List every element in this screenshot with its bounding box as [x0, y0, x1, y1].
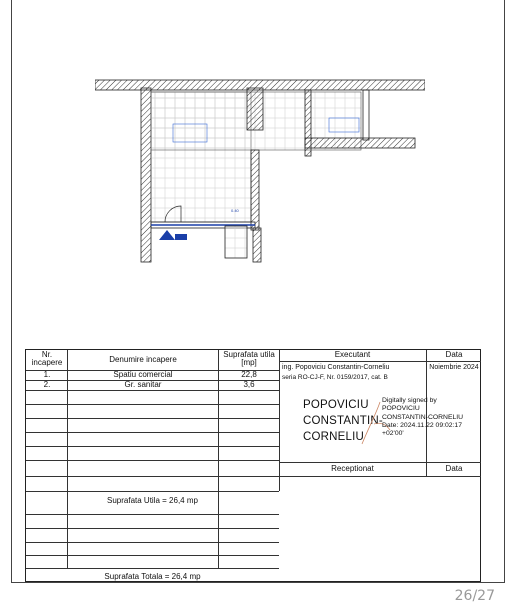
suprafata-totala: Suprafata Totala = 26,4 mp — [104, 572, 201, 581]
data-header: Data — [445, 350, 463, 359]
receptionat-label: Receptionat — [331, 464, 374, 473]
surface-table — [25, 349, 481, 582]
row-2-area: 3,6 — [243, 380, 255, 389]
executant-line2: seria RO-CJ-F, Nr. 0159/2017, cat. B — [282, 374, 388, 381]
row-1-area: 22,8 — [241, 370, 257, 379]
signature-name: POPOVICIU CONSTANTIN- CORNELIU — [303, 399, 383, 443]
row-2-name: Gr. sanitar — [124, 380, 162, 389]
column — [247, 88, 263, 130]
header-suprafata: Suprafata utila [mp] — [223, 350, 275, 367]
header-denumire: Denumire incapere — [109, 355, 177, 364]
executant-date: Noiembrie 2024 — [429, 364, 479, 371]
left-wall — [141, 88, 151, 262]
executant-line1: ing. Popoviciu Constantin-Corneliu — [282, 364, 390, 371]
header-nr: Nr. incapere — [31, 350, 63, 367]
svg-text:0.40: 0.40 — [231, 208, 239, 213]
digital-signature-info: Digitally signed by POPOVICIU CONSTANTIN-CORNELIU Date: 2024.11.22 09:02:17 +02'00' — [382, 397, 464, 438]
executant-header: Executant — [334, 350, 371, 359]
page-number: 26/27 — [454, 588, 495, 604]
row-2-nr: 2. — [43, 380, 51, 389]
suprafata-utila: Suprafata Utila = 26,4 mp — [107, 496, 198, 505]
receptionat-data-label: Data — [445, 464, 463, 473]
row-1-name: Spatiu comercial — [113, 370, 173, 379]
floor-plan-drawing — [95, 78, 425, 268]
row-1-nr: 1. — [43, 370, 51, 379]
